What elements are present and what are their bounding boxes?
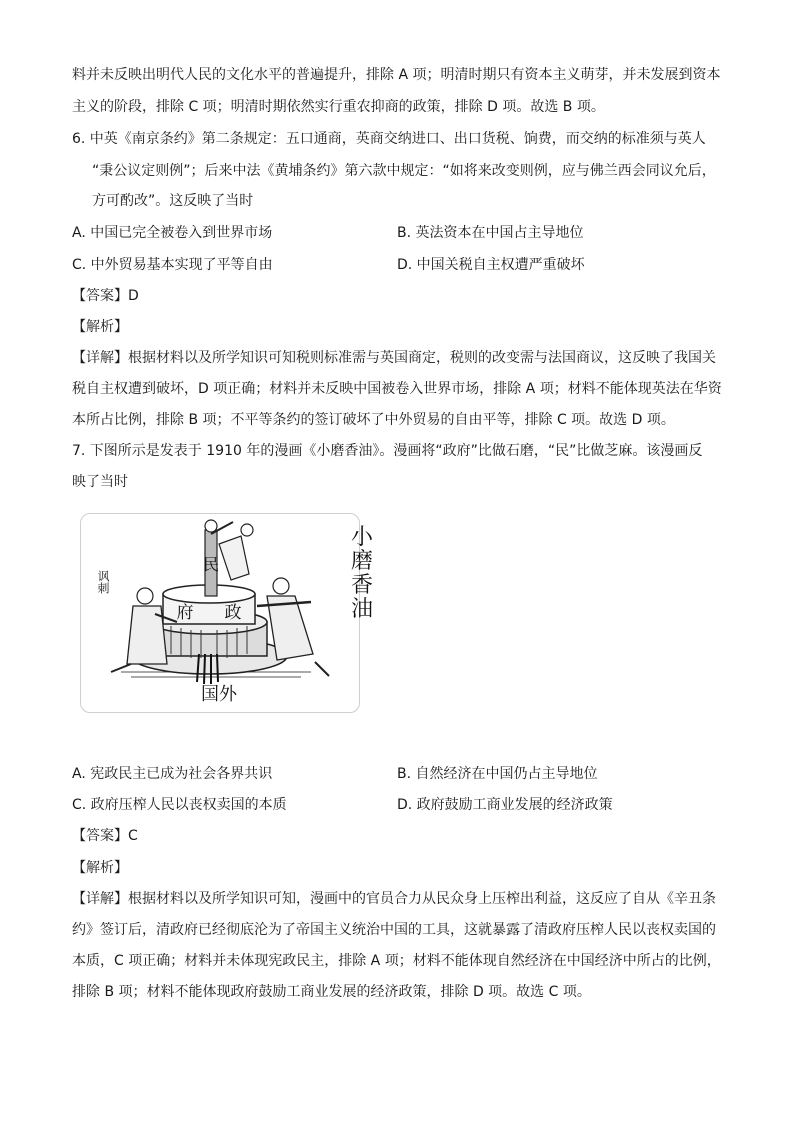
q6-analysis-label: 【解析】	[72, 319, 128, 335]
cartoon-title-char-2: 磨	[350, 548, 374, 573]
cartoon-title-char-4: 油	[350, 596, 374, 621]
q7-stem-line-1: 7. 下图所示是发表于 1910 年的漫画《小磨香油》。漫画将“政府”比做石磨，“民”比做芝麻。该漫画反	[72, 443, 703, 459]
q7-analysis-label: 【解析】	[72, 860, 128, 876]
q6-option-b[interactable]: B. 英法资本在中国占主导地位	[397, 225, 584, 241]
q6-detail-line-1: 【详解】根据材料以及所学知识可知税则标准需与英国商定，税则的改变需与法国商议，这反映了我国关	[72, 350, 716, 366]
cartoon-label-guowai: 国外	[201, 684, 237, 704]
q7-answer: 【答案】C	[72, 828, 138, 844]
q6-stem-line-2: “秉公议定则例”；后来中法《黄埔条约》第六款中规定：“如将来改变则例，应与佛兰西会同议允后，	[92, 163, 716, 179]
cartoon-label-min: 民	[202, 557, 220, 574]
q7-option-b[interactable]: B. 自然经济在中国仍占主导地位	[397, 766, 598, 782]
q7-detail-line-2: 约》签订后，清政府已经彻底沦为了帝国主义统治中国的工具，这就暴露了清政府压榨人民以丧权卖国的	[72, 922, 716, 938]
q6-detail-line-2: 税自主权遭到破坏，D 项正确；材料并未反映中国被卷入世界市场，排除 A 项；材料不能体现英法在华资	[72, 381, 722, 397]
q7-option-d[interactable]: D. 政府鼓励工商业发展的经济政策	[397, 797, 613, 813]
q6-option-c[interactable]: C. 中外贸易基本实现了平等自由	[72, 257, 273, 273]
cartoon-title-char-1: 小	[350, 524, 374, 549]
q7-option-c[interactable]: C. 政府压榨人民以丧权卖国的本质	[72, 797, 287, 813]
q6-option-d[interactable]: D. 中国关税自主权遭严重破坏	[397, 257, 585, 273]
q7-option-a[interactable]: A. 宪政民主已成为社会各界共识	[72, 766, 273, 782]
q7-detail-line-1: 【详解】根据材料以及所学知识可知，漫画中的官员合力从民众身上压榨出利益，这反应了自从《辛丑条	[72, 891, 716, 907]
cartoon-label-zheng: 政	[224, 603, 242, 622]
prev-explanation-line-2: 主义的阶段，排除 C 项；明清时期依然实行重农抑商的政策，排除 D 项。故选 B 项。	[72, 99, 605, 115]
q7-cartoon-figure	[80, 513, 374, 713]
q7-stem-line-2: 映了当时	[72, 474, 128, 490]
q7-detail-line-3: 本质，C 项正确；材料并未体现宪政民主，排除 A 项；材料不能体现自然经济在中国经济中所占的比例，	[72, 953, 721, 969]
q6-stem-line-3: 方可酌改”。这反映了当时	[92, 193, 254, 209]
q6-option-a[interactable]: A. 中国已完全被卷入到世界市场	[72, 225, 273, 241]
q6-detail-line-3: 本所占比例，排除 B 项；不平等条约的签订破坏了中外贸易的自由平等，排除 C 项。故选 D 项。	[72, 412, 675, 428]
q6-stem-line-1: 6. 中英《南京条约》第二条规定：五口通商，英商交纳进口、出口货税、饷费，而交纳的标准须与英人	[72, 131, 706, 147]
cartoon-label-fu: 府	[176, 603, 194, 622]
cartoon-illustration	[81, 514, 374, 712]
cartoon-signature: 讽刺	[96, 570, 110, 594]
cartoon-title-char-3: 香	[350, 572, 374, 597]
prev-explanation-line-1: 料并未反映出明代人民的文化水平的普遍提升，排除 A 项；明清时期只有资本主义萌芽，并未发展到资本	[72, 67, 721, 83]
q7-detail-line-4: 排除 B 项；材料不能体现政府鼓励工商业发展的经济政策，排除 D 项。故选 C 项。	[72, 984, 591, 1000]
q6-answer: 【答案】D	[72, 288, 139, 304]
